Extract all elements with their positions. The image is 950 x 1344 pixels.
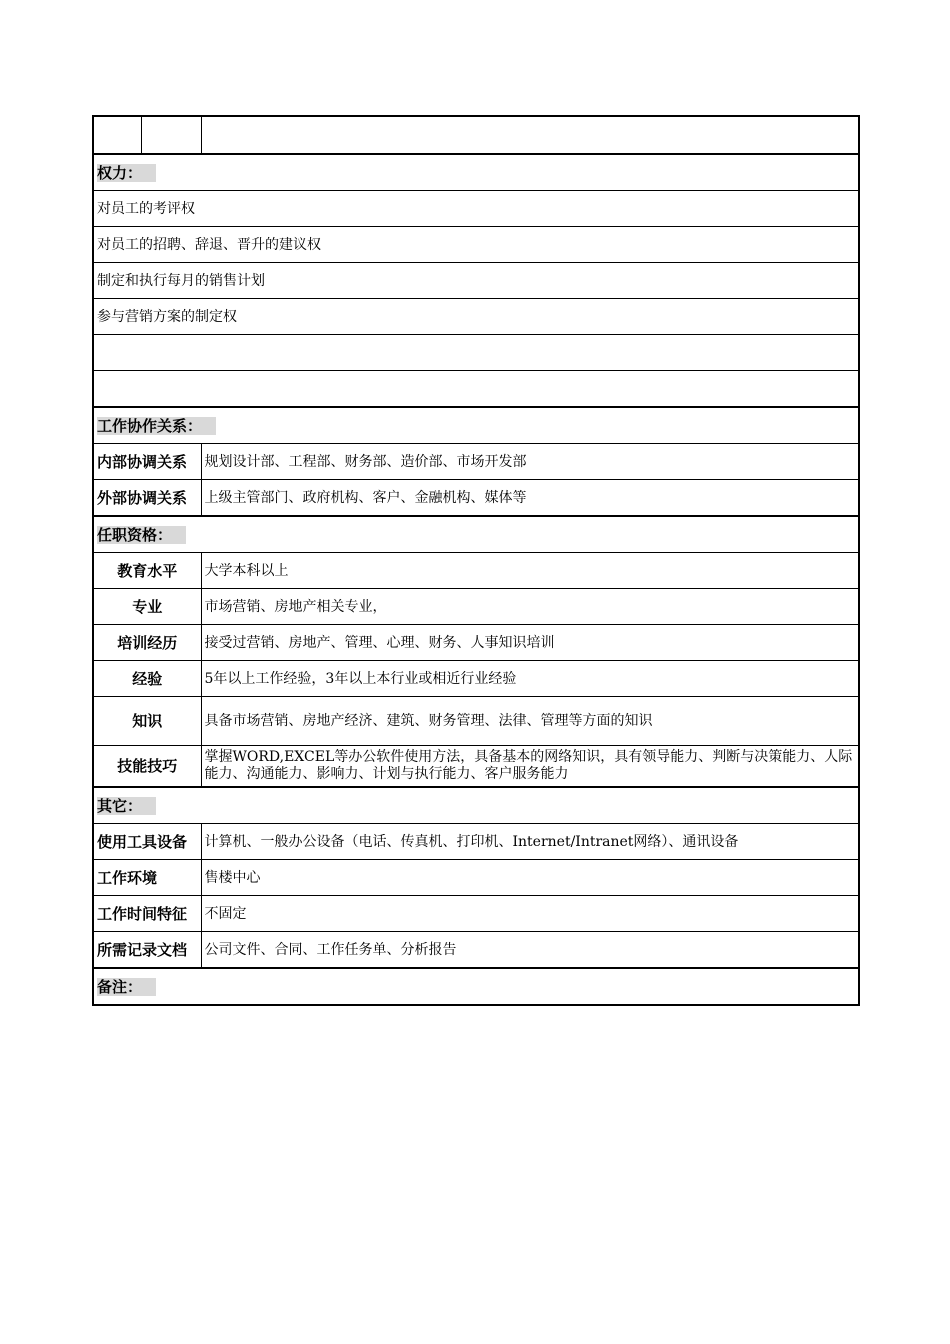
qualification-row [93, 625, 859, 661]
field-label: 培训经历 [93, 625, 201, 661]
qualification-row [93, 697, 859, 746]
field-label: 外部协调关系 [93, 480, 201, 517]
other-header-row [93, 787, 859, 824]
section-header-power: 权力： [93, 154, 859, 191]
field-value: 5年以上工作经验，3年以上本行业或相近行业经验 [201, 661, 859, 697]
other-row [93, 932, 859, 969]
field-value: 规划设计部、工程部、财务部、造价部、市场开发部 [201, 444, 859, 480]
power-item-row [93, 335, 859, 371]
power-item: 对员工的招聘、辞退、晋升的建议权 [93, 227, 859, 263]
section-header-remarks: 备注： [93, 968, 859, 1005]
field-value: 不固定 [201, 896, 859, 932]
power-item: 制定和执行每月的销售计划 [93, 263, 859, 299]
field-value: 公司文件、合同、工作任务单、分析报告 [201, 932, 859, 969]
field-value: 市场营销、房地产相关专业， [201, 589, 859, 625]
field-label: 工作环境 [93, 860, 201, 896]
field-label: 教育水平 [93, 553, 201, 589]
power-item: 参与营销方案的制定权 [93, 299, 859, 335]
remarks-header-row [93, 968, 859, 1005]
field-value: 售楼中心 [201, 860, 859, 896]
power-header-row [93, 154, 859, 191]
qualification-row [93, 661, 859, 697]
field-label: 技能技巧 [93, 746, 201, 788]
power-item: 对员工的考评权 [93, 191, 859, 227]
power-item-row [93, 227, 859, 263]
job-description-table [92, 115, 860, 1006]
blank-top-row [93, 116, 859, 154]
field-label: 使用工具设备 [93, 824, 201, 860]
field-label: 专业 [93, 589, 201, 625]
power-item-row [93, 191, 859, 227]
field-value: 大学本科以上 [201, 553, 859, 589]
blank-cell [141, 116, 201, 154]
field-value: 计算机、一般办公设备（电话、传真机、打印机、Internet/Intranet网络）、通讯设备 [201, 824, 859, 860]
field-value: 上级主管部门、政府机构、客户、金融机构、媒体等 [201, 480, 859, 517]
other-row [93, 896, 859, 932]
field-label: 知识 [93, 697, 201, 746]
qualification-row [93, 553, 859, 589]
section-header-other: 其它： [93, 787, 859, 824]
qualification-header-row [93, 516, 859, 553]
qualification-row [93, 746, 859, 788]
field-value: 具备市场营销、房地产经济、建筑、财务管理、法律、管理等方面的知识 [201, 697, 859, 746]
collaboration-row [93, 444, 859, 480]
power-item [93, 371, 859, 408]
blank-cell [201, 116, 859, 154]
other-row [93, 824, 859, 860]
power-item-row [93, 371, 859, 408]
field-label: 所需记录文档 [93, 932, 201, 969]
job-description-sheet [92, 115, 858, 1006]
section-header-qualification: 任职资格： [93, 516, 859, 553]
qualification-row [93, 589, 859, 625]
collaboration-row [93, 480, 859, 517]
field-value: 接受过营销、房地产、管理、心理、财务、人事知识培训 [201, 625, 859, 661]
section-header-collaboration: 工作协作关系： [93, 407, 859, 444]
field-value: 掌握WORD,EXCEL等办公软件使用方法，具备基本的网络知识，具有领导能力、判断与决策能力、人际能力、沟通能力、影响力、计划与执行能力、客户服务能力 [201, 746, 859, 788]
other-row [93, 860, 859, 896]
blank-cell [93, 116, 141, 154]
field-label: 工作时间特征 [93, 896, 201, 932]
power-item-row [93, 263, 859, 299]
power-item-row [93, 299, 859, 335]
power-item [93, 335, 859, 371]
field-label: 经验 [93, 661, 201, 697]
field-label: 内部协调关系 [93, 444, 201, 480]
collaboration-header-row [93, 407, 859, 444]
